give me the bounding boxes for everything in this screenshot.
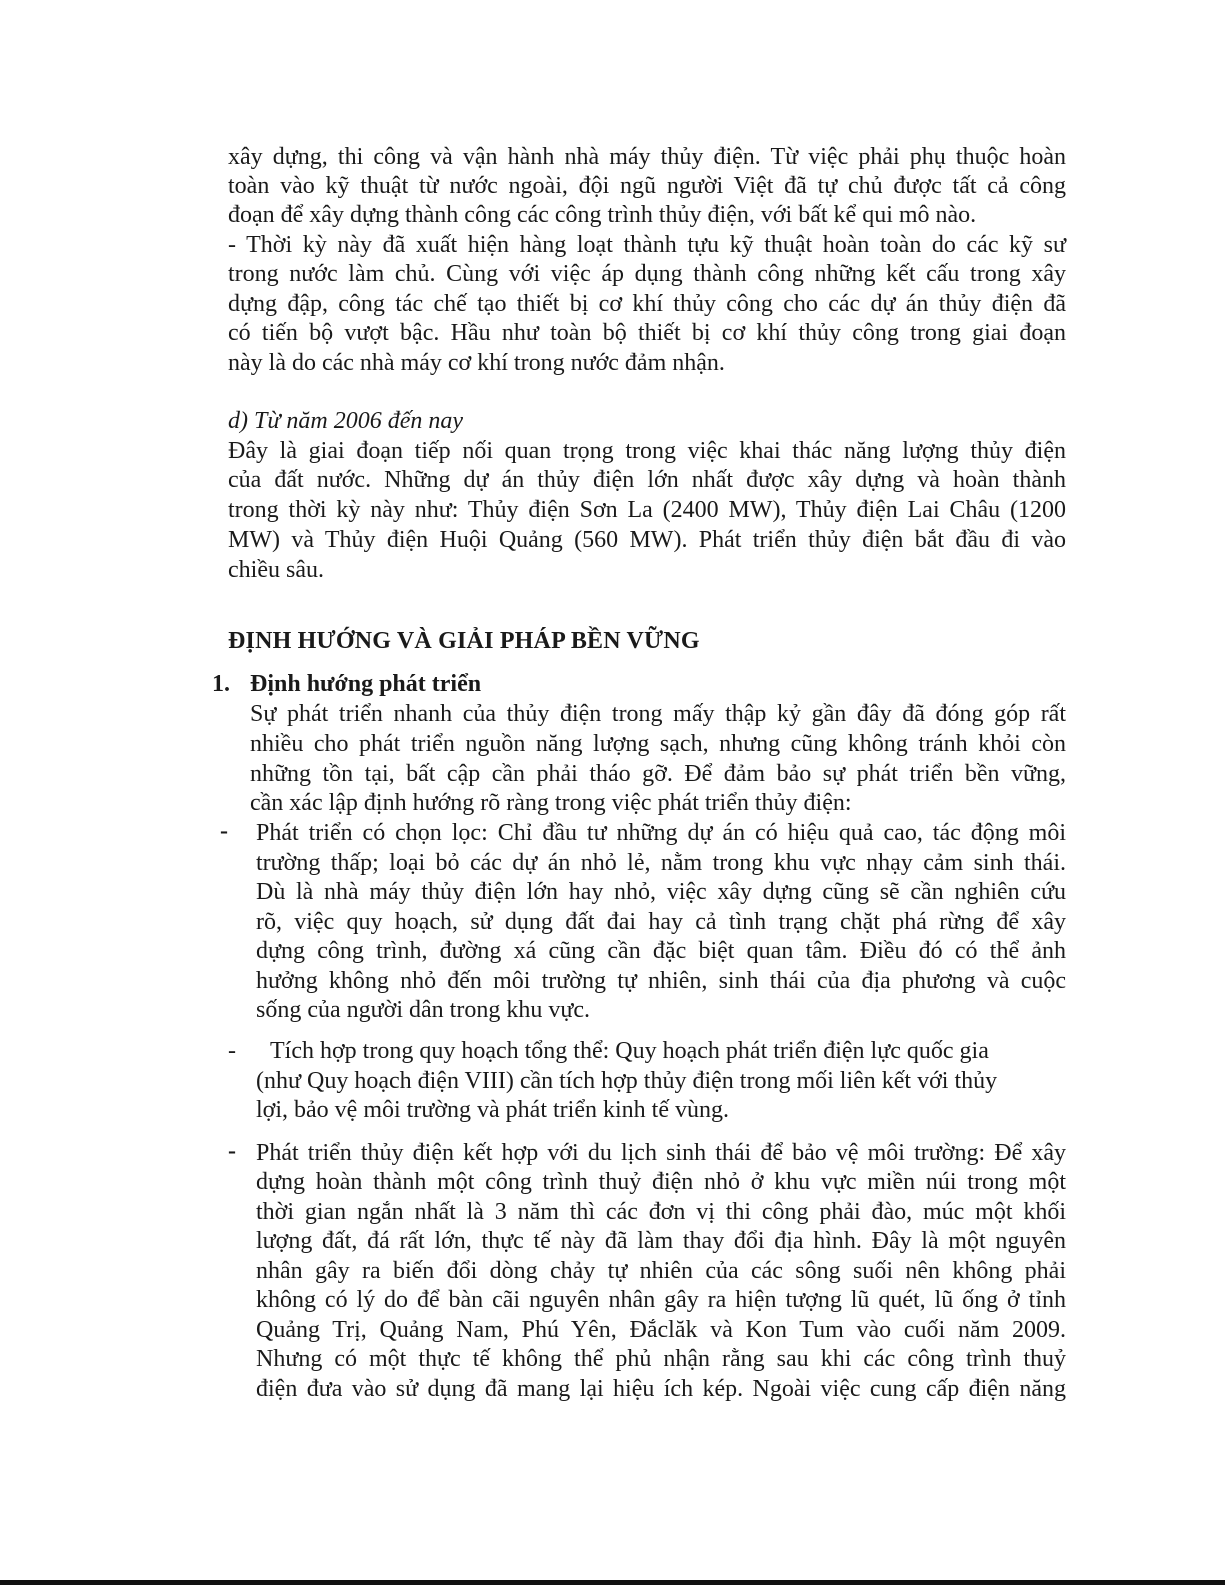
text-line: trong thời kỳ này như: Thủy điện Sơn La (2400 MW), Thủy điện Lai Châu (1200	[228, 497, 1066, 523]
text-line: trường thấp; loại bỏ các dự án nhỏ lẻ, nằm trong khu vực nhạy cảm sinh thái.	[256, 850, 1066, 876]
text-line: cần xác lập định hướng rõ ràng trong việc phát triển thủy điện:	[250, 790, 852, 816]
text-line: (như Quy hoạch điện VIII) cần tích hợp thủy điện trong mối liên kết với thủy	[256, 1068, 998, 1094]
bullet-marker: -	[220, 818, 228, 844]
text-line: Phát triển có chọn lọc: Chỉ đầu tư những dự án có hiệu quả cao, tác động môi	[256, 820, 1066, 846]
text-line: rõ, việc quy hoạch, sử dụng đất đai hay cả tình trạng chặt phá rừng để xây	[256, 909, 1066, 935]
text-line: toàn vào kỹ thuật từ nước ngoài, đội ngũ người Việt đã tự chủ được tất cả công	[228, 173, 1066, 199]
text-line: có tiến bộ vượt bậc. Hầu như toàn bộ thiết bị cơ khí thủy công trong giai đoạn	[228, 320, 1066, 346]
text-line: trong nước làm chủ. Cùng với việc áp dụng thành công những kết cấu trong xây	[228, 261, 1066, 287]
subsection-title: Định hướng phát triển	[250, 671, 482, 697]
bullet-marker: -	[228, 1138, 236, 1164]
page-bottom-border	[0, 1580, 1225, 1585]
text-line: dựng hoàn thành một công trình thuỷ điện nhỏ ở khu vực miền núi trong một	[256, 1169, 1066, 1195]
text-line: hưởng không nhỏ đến môi trường tự nhiên, sinh thái của địa phương và cuộc	[256, 968, 1066, 994]
text-line: chiều sâu.	[228, 557, 324, 583]
text-line: dựng đập, công tác chế tạo thiết bị cơ khí thủy công cho các dự án thủy điện đã	[228, 291, 1066, 317]
text-line: MW) và Thủy điện Huội Quảng (560 MW). Phát triển thủy điện bắt đầu đi vào	[228, 527, 1066, 553]
period-heading: d) Từ năm 2006 đến nay	[228, 408, 464, 434]
subsection-number: 1.	[212, 671, 230, 697]
text-line: Phát triển thủy điện kết hợp với du lịch sinh thái để bảo vệ môi trường: Để xây	[256, 1140, 1066, 1166]
text-line: nhiều cho phát triển nguồn năng lượng sạch, nhưng cũng không tránh khỏi còn	[250, 731, 1066, 757]
bullet-marker: -	[228, 1038, 236, 1064]
text-line: Quảng Trị, Quảng Nam, Phú Yên, Đắclăk và Kon Tum vào cuối năm 2009.	[256, 1317, 1066, 1343]
text-line: này là do các nhà máy cơ khí trong nước đảm nhận.	[228, 350, 725, 376]
text-line: thời gian ngắn nhất là 3 năm thì các đơn vị thi công phải đào, múc một khối	[256, 1199, 1066, 1225]
section-heading: ĐỊNH HƯỚNG VÀ GIẢI PHÁP BỀN VỮNG	[228, 628, 700, 654]
text-line: đoạn để xây dựng thành công các công trình thủy điện, với bất kể qui mô nào.	[228, 202, 977, 228]
text-line: Nhưng có một thực tế không thể phủ nhận rằng sau khi các công trình thuỷ	[256, 1346, 1066, 1372]
text-line: dựng công trình, đường xá cũng cần đặc biệt quan tâm. Điều đó có thể ảnh	[256, 938, 1066, 964]
text-line: lợi, bảo vệ môi trường và phát triển kinh tế vùng.	[256, 1097, 729, 1123]
text-line: điện đưa vào sử dụng đã mang lại hiệu ích kép. Ngoài việc cung cấp điện năng	[256, 1376, 1066, 1402]
text-line: xây dựng, thi công và vận hành nhà máy thủy điện. Từ việc phải phụ thuộc hoàn	[228, 144, 1066, 170]
text-line: - Thời kỳ này đã xuất hiện hàng loạt thành tựu kỹ thuật hoàn toàn do các kỹ sư	[228, 232, 1066, 258]
text-line: Đây là giai đoạn tiếp nối quan trọng trong việc khai thác năng lượng thủy điện	[228, 438, 1066, 464]
text-line: Tích hợp trong quy hoạch tổng thể: Quy hoạch phát triển điện lực quốc gia	[270, 1038, 989, 1064]
text-line: của đất nước. Những dự án thủy điện lớn nhất được xây dựng và hoàn thành	[228, 467, 1066, 493]
text-line: Dù là nhà máy thủy điện lớn hay nhỏ, việc xây dựng cũng sẽ cần nghiên cứu	[256, 879, 1066, 905]
text-line: những tồn tại, bất cập cần phải tháo gỡ. Để đảm bảo sự phát triển bền vững,	[250, 761, 1066, 787]
text-line: Sự phát triển nhanh của thủy điện trong mấy thập kỷ gần đây đã đóng góp rất	[250, 701, 1066, 727]
text-line: không có lý do để bàn cãi nguyên nhân gây ra hiện tượng lũ quét, lũ ống ở tỉnh	[256, 1287, 1066, 1313]
text-line: lượng đất, đá rất lớn, thực tế này đã làm thay đổi địa hình. Đây là một nguyên	[256, 1228, 1066, 1254]
text-line: sống của người dân trong khu vực.	[256, 997, 590, 1023]
text-line: nhân gây ra biến đổi dòng chảy tự nhiên của các sông suối nên không phải	[256, 1258, 1066, 1284]
